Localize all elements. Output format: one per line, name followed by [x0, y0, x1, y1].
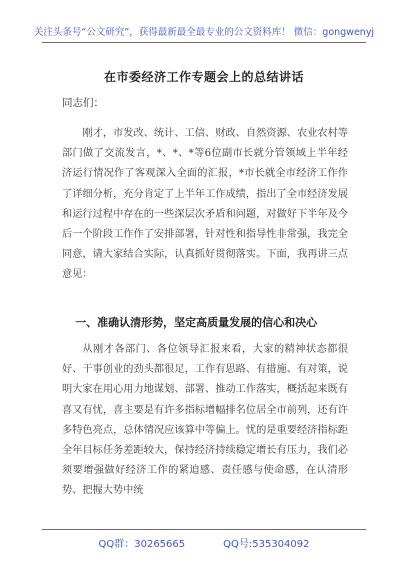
header-banner: 关注头条号“公文研究”，获得最新最全最专业的公文资料库！ 微信：gongwenyj — [33, 27, 375, 38]
footer-contact — [0, 535, 408, 550]
header-divider — [42, 42, 366, 43]
document-title: 在市委经济工作专题会上的总结讲话 — [103, 70, 304, 84]
footer-divider — [42, 529, 366, 530]
salutation: 同志们： — [62, 97, 104, 109]
body-paragraph-2: 从刚才各部门、各位领导汇报来看，大家的精神状态都很好、干事创业的劲头都很足，工作有思路、有措施、有对策，说明大家在用心用力地谋划、部署、推动工作落实，概括起来既有喜又有忧，喜主要是有许多指标增幅排名位居全市前列，还有许多特色亮点，总体情况应该算中等偏上。忧的是重要经济指标距全年目标任务差距较大，保持经济持续稳定增长有压力，我们必须要增强做好经济工作的紧迫感、责任感与使命感，在认清形势、把握大势中统 — [62, 344, 348, 497]
footer-qq-group: QQ群：30265665 — [98, 539, 186, 550]
footer-qq-number: QQ号:535304092 — [223, 539, 310, 550]
section-heading-1: 一、准确认清形势，坚定高质量发展的信心和决心 — [75, 316, 318, 329]
body-paragraph-1: 刚才，市发改、统计、工信、财政、自然资源、农业农村等部门做了交流发言，*、*、*等6位副市长就分管领域上半年经济运行情况作了客观深入全面的汇报，*市长就全市经济工作作了详细分析，充分肯定了上半年工作成绩，指出了全市经济发展和运行过程中存在的一些深层次矛盾和问题，对做好下半年及今后一个阶段工作作了安排部署，针对性和指导性非常强，我完全同意，请大家结合实际，认真抓好贯彻落实。下面，我再讲三点意见： — [62, 128, 348, 281]
